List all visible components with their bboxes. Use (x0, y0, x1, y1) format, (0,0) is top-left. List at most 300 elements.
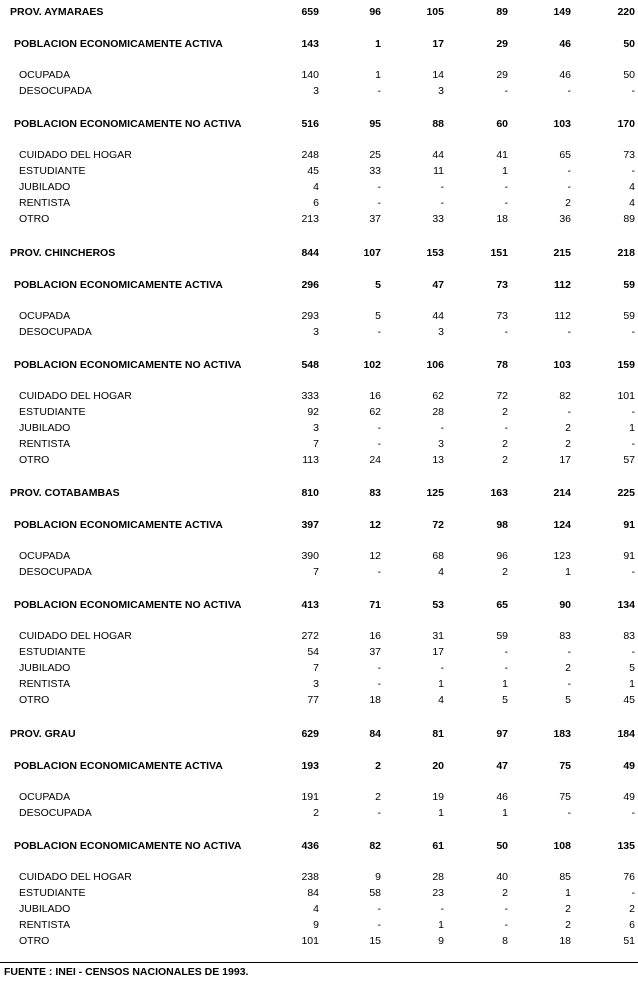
value-col-3: 33 (432, 213, 444, 225)
value-col-6: - (631, 437, 635, 450)
group-row-no-activa (0, 597, 638, 613)
group-row-activa (0, 36, 638, 52)
value-col-4: 89 (496, 6, 508, 18)
item-label: OTRO (19, 694, 50, 706)
value-col-2: 9 (375, 870, 381, 883)
value-col-1: 140 (301, 69, 319, 81)
value-col-3: 23 (432, 886, 444, 899)
value-col-1: 4 (313, 181, 319, 193)
value-col-4: 98 (496, 519, 508, 531)
item-label: JUBILADO (19, 902, 71, 915)
item-row (0, 452, 638, 468)
province-row (0, 485, 638, 501)
item-label: OCUPADA (19, 550, 71, 562)
value-col-4: - (504, 197, 508, 209)
pea-label: POBLACION ECONOMICAMENTE ACTIVA (14, 519, 223, 531)
value-col-3: 28 (432, 870, 444, 883)
value-col-2: 71 (369, 599, 381, 611)
value-col-3: - (440, 197, 444, 209)
value-col-1: 413 (301, 599, 319, 611)
value-col-1: 2 (313, 806, 319, 819)
value-col-4: 72 (496, 389, 508, 402)
item-row (0, 308, 638, 324)
value-col-2: - (377, 918, 381, 931)
item-label: RENTISTA (19, 197, 71, 209)
value-col-4: 29 (496, 38, 508, 50)
item-label: ESTUDIANTE (19, 646, 86, 658)
value-col-1: 113 (302, 453, 319, 466)
value-col-6: 76 (623, 870, 635, 883)
source-footnote: FUENTE : INEI - CENSOS NACIONALES DE 1993. (4, 966, 249, 978)
value-col-2: 1 (375, 38, 381, 50)
value-col-2: 84 (369, 727, 381, 740)
item-row (0, 548, 638, 564)
value-col-3: 44 (432, 149, 444, 161)
value-col-6: - (631, 806, 635, 819)
item-label: DESOCUPADA (19, 85, 92, 97)
value-col-5: 183 (553, 727, 571, 740)
value-col-3: - (440, 181, 444, 193)
value-col-1: 77 (307, 694, 319, 706)
item-label: OTRO (19, 453, 50, 466)
value-col-2: 62 (369, 405, 381, 418)
item-row (0, 628, 638, 644)
value-col-2: - (377, 181, 381, 193)
value-col-3: - (440, 421, 444, 434)
value-col-4: 2 (502, 453, 508, 466)
value-col-5: 214 (553, 487, 571, 499)
item-label: CUIDADO DEL HOGAR (19, 870, 132, 883)
value-col-3: 106 (426, 358, 444, 371)
value-col-6: 4 (629, 181, 635, 193)
item-row (0, 789, 638, 805)
item-row (0, 564, 638, 580)
value-col-5: - (567, 325, 571, 338)
group-row-activa (0, 277, 638, 293)
value-col-1: 7 (313, 566, 319, 578)
value-col-1: 293 (301, 309, 319, 322)
province-row (0, 4, 638, 20)
value-col-2: - (377, 662, 381, 674)
value-col-3: 125 (426, 487, 444, 499)
value-col-4: - (504, 325, 508, 338)
value-col-2: - (377, 197, 381, 209)
value-col-2: - (377, 902, 381, 915)
value-col-1: 629 (301, 727, 319, 740)
group-row-no-activa (0, 116, 638, 132)
province-row (0, 245, 638, 261)
value-col-4: 40 (496, 870, 508, 883)
value-col-3: 3 (438, 85, 444, 97)
item-row (0, 676, 638, 692)
value-col-3: 4 (438, 566, 444, 578)
value-col-5: 46 (559, 69, 571, 81)
item-row (0, 933, 638, 949)
value-col-2: 5 (375, 278, 381, 291)
value-col-2: - (377, 85, 381, 97)
value-col-1: 3 (313, 325, 319, 338)
value-col-4: 59 (496, 630, 508, 642)
value-col-5: 65 (559, 149, 571, 161)
value-col-5: 83 (559, 630, 571, 642)
value-col-6: 135 (617, 839, 635, 852)
value-col-4: 60 (496, 118, 508, 130)
item-row (0, 420, 638, 436)
value-col-3: - (440, 662, 444, 674)
item-label: DESOCUPADA (19, 566, 92, 578)
value-col-3: 4 (438, 694, 444, 706)
pea-label: POBLACION ECONOMICAMENTE ACTIVA (14, 38, 223, 50)
value-col-1: 272 (301, 630, 319, 642)
pea-label: POBLACION ECONOMICAMENTE NO ACTIVA (14, 599, 242, 611)
value-col-4: 46 (496, 790, 508, 803)
item-label: JUBILADO (19, 421, 71, 434)
item-row (0, 869, 638, 885)
value-col-5: 18 (559, 934, 571, 947)
value-col-6: 91 (623, 550, 635, 562)
value-col-5: - (567, 646, 571, 658)
value-col-4: 2 (502, 566, 508, 578)
value-col-6: 50 (623, 69, 635, 81)
value-col-6: 49 (623, 759, 635, 772)
value-col-6: 6 (629, 918, 635, 931)
value-col-6: 73 (623, 149, 635, 161)
value-col-2: 12 (369, 550, 381, 562)
value-col-6: 59 (623, 278, 635, 291)
pea-label: POBLACION ECONOMICAMENTE NO ACTIVA (14, 358, 242, 371)
item-row (0, 195, 638, 211)
value-col-6: 218 (617, 246, 635, 259)
item-row (0, 404, 638, 420)
value-col-6: - (631, 886, 635, 899)
value-col-5: 90 (559, 599, 571, 611)
value-col-2: - (377, 678, 381, 690)
item-row (0, 805, 638, 821)
value-col-2: 83 (369, 487, 381, 499)
value-col-1: 3 (313, 678, 319, 690)
value-col-5: 2 (565, 197, 571, 209)
group-row-no-activa (0, 838, 638, 854)
value-col-6: 101 (617, 389, 635, 402)
item-label: CUIDADO DEL HOGAR (19, 389, 132, 402)
value-col-6: 57 (623, 453, 635, 466)
item-row (0, 211, 638, 227)
value-col-5: - (567, 405, 571, 418)
value-col-6: 5 (629, 662, 635, 674)
item-row (0, 692, 638, 708)
item-label: OTRO (19, 934, 50, 947)
value-col-1: 7 (313, 662, 319, 674)
item-label: ESTUDIANTE (19, 405, 86, 418)
item-label: CUIDADO DEL HOGAR (19, 630, 132, 642)
value-col-1: 4 (313, 902, 319, 915)
value-col-4: 8 (502, 934, 508, 947)
value-col-5: 103 (553, 358, 571, 371)
value-col-6: 89 (623, 213, 635, 225)
value-col-6: 49 (623, 790, 635, 803)
value-col-1: 296 (301, 278, 319, 291)
value-col-2: 107 (363, 246, 381, 259)
value-col-2: - (377, 437, 381, 450)
item-label: DESOCUPADA (19, 325, 92, 338)
value-col-3: 19 (432, 790, 444, 803)
value-col-5: 75 (559, 790, 571, 803)
value-col-1: 810 (301, 487, 319, 499)
item-label: OCUPADA (19, 309, 71, 322)
value-col-4: 73 (496, 278, 508, 291)
value-col-6: 225 (617, 487, 635, 499)
value-col-5: 85 (559, 870, 571, 883)
value-col-3: 13 (432, 453, 444, 466)
value-col-6: - (631, 165, 635, 177)
value-col-2: 37 (369, 646, 381, 658)
value-col-4: 5 (502, 694, 508, 706)
value-col-5: 2 (565, 437, 571, 450)
value-col-1: 3 (313, 85, 319, 97)
item-row (0, 644, 638, 660)
value-col-6: 83 (623, 630, 635, 642)
value-col-5: - (567, 165, 571, 177)
value-col-4: 1 (502, 678, 508, 690)
value-col-3: 3 (438, 325, 444, 338)
value-col-4: - (504, 662, 508, 674)
value-col-4: - (504, 421, 508, 434)
value-col-4: 163 (490, 487, 508, 499)
value-col-4: - (504, 902, 508, 915)
value-col-2: 102 (363, 358, 381, 371)
value-col-5: 1 (565, 566, 571, 578)
value-col-5: 2 (565, 902, 571, 915)
value-col-1: 397 (301, 519, 319, 531)
value-col-4: 97 (496, 727, 508, 740)
value-col-6: - (631, 85, 635, 97)
prov-label: PROV. CHINCHEROS (10, 246, 116, 259)
value-col-1: 238 (301, 870, 319, 883)
item-row (0, 917, 638, 933)
item-label: JUBILADO (19, 662, 71, 674)
value-col-6: 51 (623, 934, 635, 947)
item-row (0, 885, 638, 901)
value-col-6: - (631, 566, 635, 578)
group-row-activa (0, 517, 638, 533)
value-col-1: 659 (301, 6, 319, 18)
value-col-6: 134 (617, 599, 635, 611)
item-label: ESTUDIANTE (19, 165, 86, 177)
value-col-1: 9 (313, 918, 319, 931)
value-col-1: 45 (307, 165, 319, 177)
value-col-2: 18 (369, 694, 381, 706)
value-col-2: 12 (369, 519, 381, 531)
item-row (0, 660, 638, 676)
value-col-1: 92 (307, 405, 319, 418)
value-col-6: 184 (617, 727, 635, 740)
value-col-5: 123 (553, 550, 571, 562)
value-col-4: 2 (502, 886, 508, 899)
value-col-1: 101 (301, 934, 319, 947)
value-col-1: 6 (313, 197, 319, 209)
value-col-5: 2 (565, 918, 571, 931)
item-label: OTRO (19, 213, 50, 225)
value-col-6: - (631, 405, 635, 418)
value-col-3: 1 (438, 806, 444, 819)
value-col-1: 548 (301, 358, 319, 371)
value-col-3: 81 (432, 727, 444, 740)
value-col-3: 1 (438, 918, 444, 931)
value-col-6: 1 (629, 678, 635, 690)
value-col-1: 436 (301, 839, 319, 852)
value-col-2: - (377, 325, 381, 338)
value-col-3: 53 (432, 599, 444, 611)
value-col-5: 36 (559, 213, 571, 225)
value-col-5: 215 (553, 246, 571, 259)
value-col-1: 390 (301, 550, 319, 562)
value-col-6: 91 (623, 519, 635, 531)
value-col-2: - (377, 421, 381, 434)
value-col-4: - (504, 918, 508, 931)
value-col-1: 248 (301, 149, 319, 161)
value-col-6: 220 (617, 6, 635, 18)
item-label: OCUPADA (19, 69, 71, 81)
item-label: RENTISTA (19, 678, 71, 690)
value-col-3: 61 (432, 839, 444, 852)
value-col-6: 45 (623, 694, 635, 706)
value-col-2: - (377, 566, 381, 578)
value-col-1: 844 (301, 246, 319, 259)
value-col-1: 193 (301, 759, 319, 772)
value-col-3: 68 (432, 550, 444, 562)
value-col-2: 58 (369, 886, 381, 899)
pea-label: POBLACION ECONOMICAMENTE NO ACTIVA (14, 118, 242, 130)
value-col-2: 16 (369, 630, 381, 642)
value-col-4: 41 (496, 149, 508, 161)
value-col-4: 78 (496, 358, 508, 371)
item-label: ESTUDIANTE (19, 886, 86, 899)
value-col-6: 50 (623, 38, 635, 50)
item-row (0, 388, 638, 404)
value-col-3: 88 (432, 118, 444, 130)
value-col-2: 95 (369, 118, 381, 130)
value-col-4: - (504, 646, 508, 658)
value-col-4: 47 (496, 759, 508, 772)
value-col-3: 20 (432, 759, 444, 772)
value-col-2: 25 (369, 149, 381, 161)
value-col-3: 17 (432, 38, 444, 50)
pea-label: POBLACION ECONOMICAMENTE ACTIVA (14, 759, 223, 772)
value-col-6: - (631, 325, 635, 338)
item-row (0, 436, 638, 452)
item-row (0, 901, 638, 917)
value-col-5: - (567, 181, 571, 193)
value-col-5: 75 (559, 759, 571, 772)
prov-label: PROV. GRAU (10, 727, 76, 740)
value-col-3: 62 (432, 389, 444, 402)
item-label: DESOCUPADA (19, 806, 92, 819)
item-row (0, 147, 638, 163)
value-col-5: 82 (559, 389, 571, 402)
item-row (0, 67, 638, 83)
value-col-3: 31 (432, 630, 444, 642)
value-col-5: 108 (553, 839, 571, 852)
value-col-5: 5 (565, 694, 571, 706)
value-col-5: 112 (554, 278, 571, 291)
value-col-3: 105 (426, 6, 444, 18)
value-col-3: 1 (438, 678, 444, 690)
value-col-1: 143 (301, 38, 319, 50)
pea-label: POBLACION ECONOMICAMENTE ACTIVA (14, 278, 223, 291)
value-col-4: 29 (496, 69, 508, 81)
value-col-4: 73 (496, 309, 508, 322)
value-col-2: 96 (369, 6, 381, 18)
pea-label: POBLACION ECONOMICAMENTE NO ACTIVA (14, 839, 242, 852)
group-row-activa (0, 758, 638, 774)
value-col-6: 170 (617, 118, 635, 130)
value-col-4: 151 (490, 246, 508, 259)
prov-label: PROV. COTABAMBAS (10, 487, 120, 499)
item-label: JUBILADO (19, 181, 71, 193)
value-col-5: 46 (559, 38, 571, 50)
value-col-1: 516 (301, 118, 319, 130)
value-col-6: 1 (629, 421, 635, 434)
value-col-5: - (567, 678, 571, 690)
value-col-3: 72 (432, 519, 444, 531)
value-col-1: 84 (307, 886, 319, 899)
value-col-3: 47 (432, 278, 444, 291)
value-col-5: 103 (553, 118, 571, 130)
value-col-5: 17 (559, 453, 571, 466)
value-col-6: 159 (617, 358, 635, 371)
value-col-6: - (631, 646, 635, 658)
value-col-4: 18 (496, 213, 508, 225)
value-col-5: 1 (565, 886, 571, 899)
value-col-4: 2 (502, 437, 508, 450)
value-col-6: 4 (629, 197, 635, 209)
value-col-5: 149 (553, 6, 571, 18)
value-col-4: 50 (496, 839, 508, 852)
item-label: RENTISTA (19, 437, 71, 450)
value-col-5: 2 (565, 421, 571, 434)
item-label: RENTISTA (19, 918, 71, 931)
item-row (0, 163, 638, 179)
group-row-no-activa (0, 357, 638, 373)
value-col-5: 2 (565, 662, 571, 674)
value-col-1: 333 (301, 389, 319, 402)
value-col-2: 2 (375, 790, 381, 803)
value-col-4: 65 (496, 599, 508, 611)
value-col-5: - (567, 806, 571, 819)
item-row (0, 83, 638, 99)
value-col-3: 11 (433, 165, 444, 177)
value-col-3: 17 (432, 646, 444, 658)
value-col-3: 28 (432, 405, 444, 418)
value-col-3: 3 (438, 437, 444, 450)
item-label: CUIDADO DEL HOGAR (19, 149, 132, 161)
value-col-2: 16 (369, 389, 381, 402)
value-col-2: 82 (369, 839, 381, 852)
value-col-4: - (504, 85, 508, 97)
value-col-1: 54 (307, 646, 319, 658)
value-col-4: 1 (502, 806, 508, 819)
value-col-3: 14 (432, 69, 444, 81)
value-col-3: - (440, 902, 444, 915)
value-col-5: 112 (554, 309, 571, 322)
value-col-2: 5 (375, 309, 381, 322)
value-col-5: 124 (553, 519, 571, 531)
value-col-2: 2 (375, 759, 381, 772)
value-col-3: 153 (426, 246, 444, 259)
province-row (0, 726, 638, 742)
value-col-2: 24 (369, 453, 381, 466)
value-col-2: 33 (369, 165, 381, 177)
